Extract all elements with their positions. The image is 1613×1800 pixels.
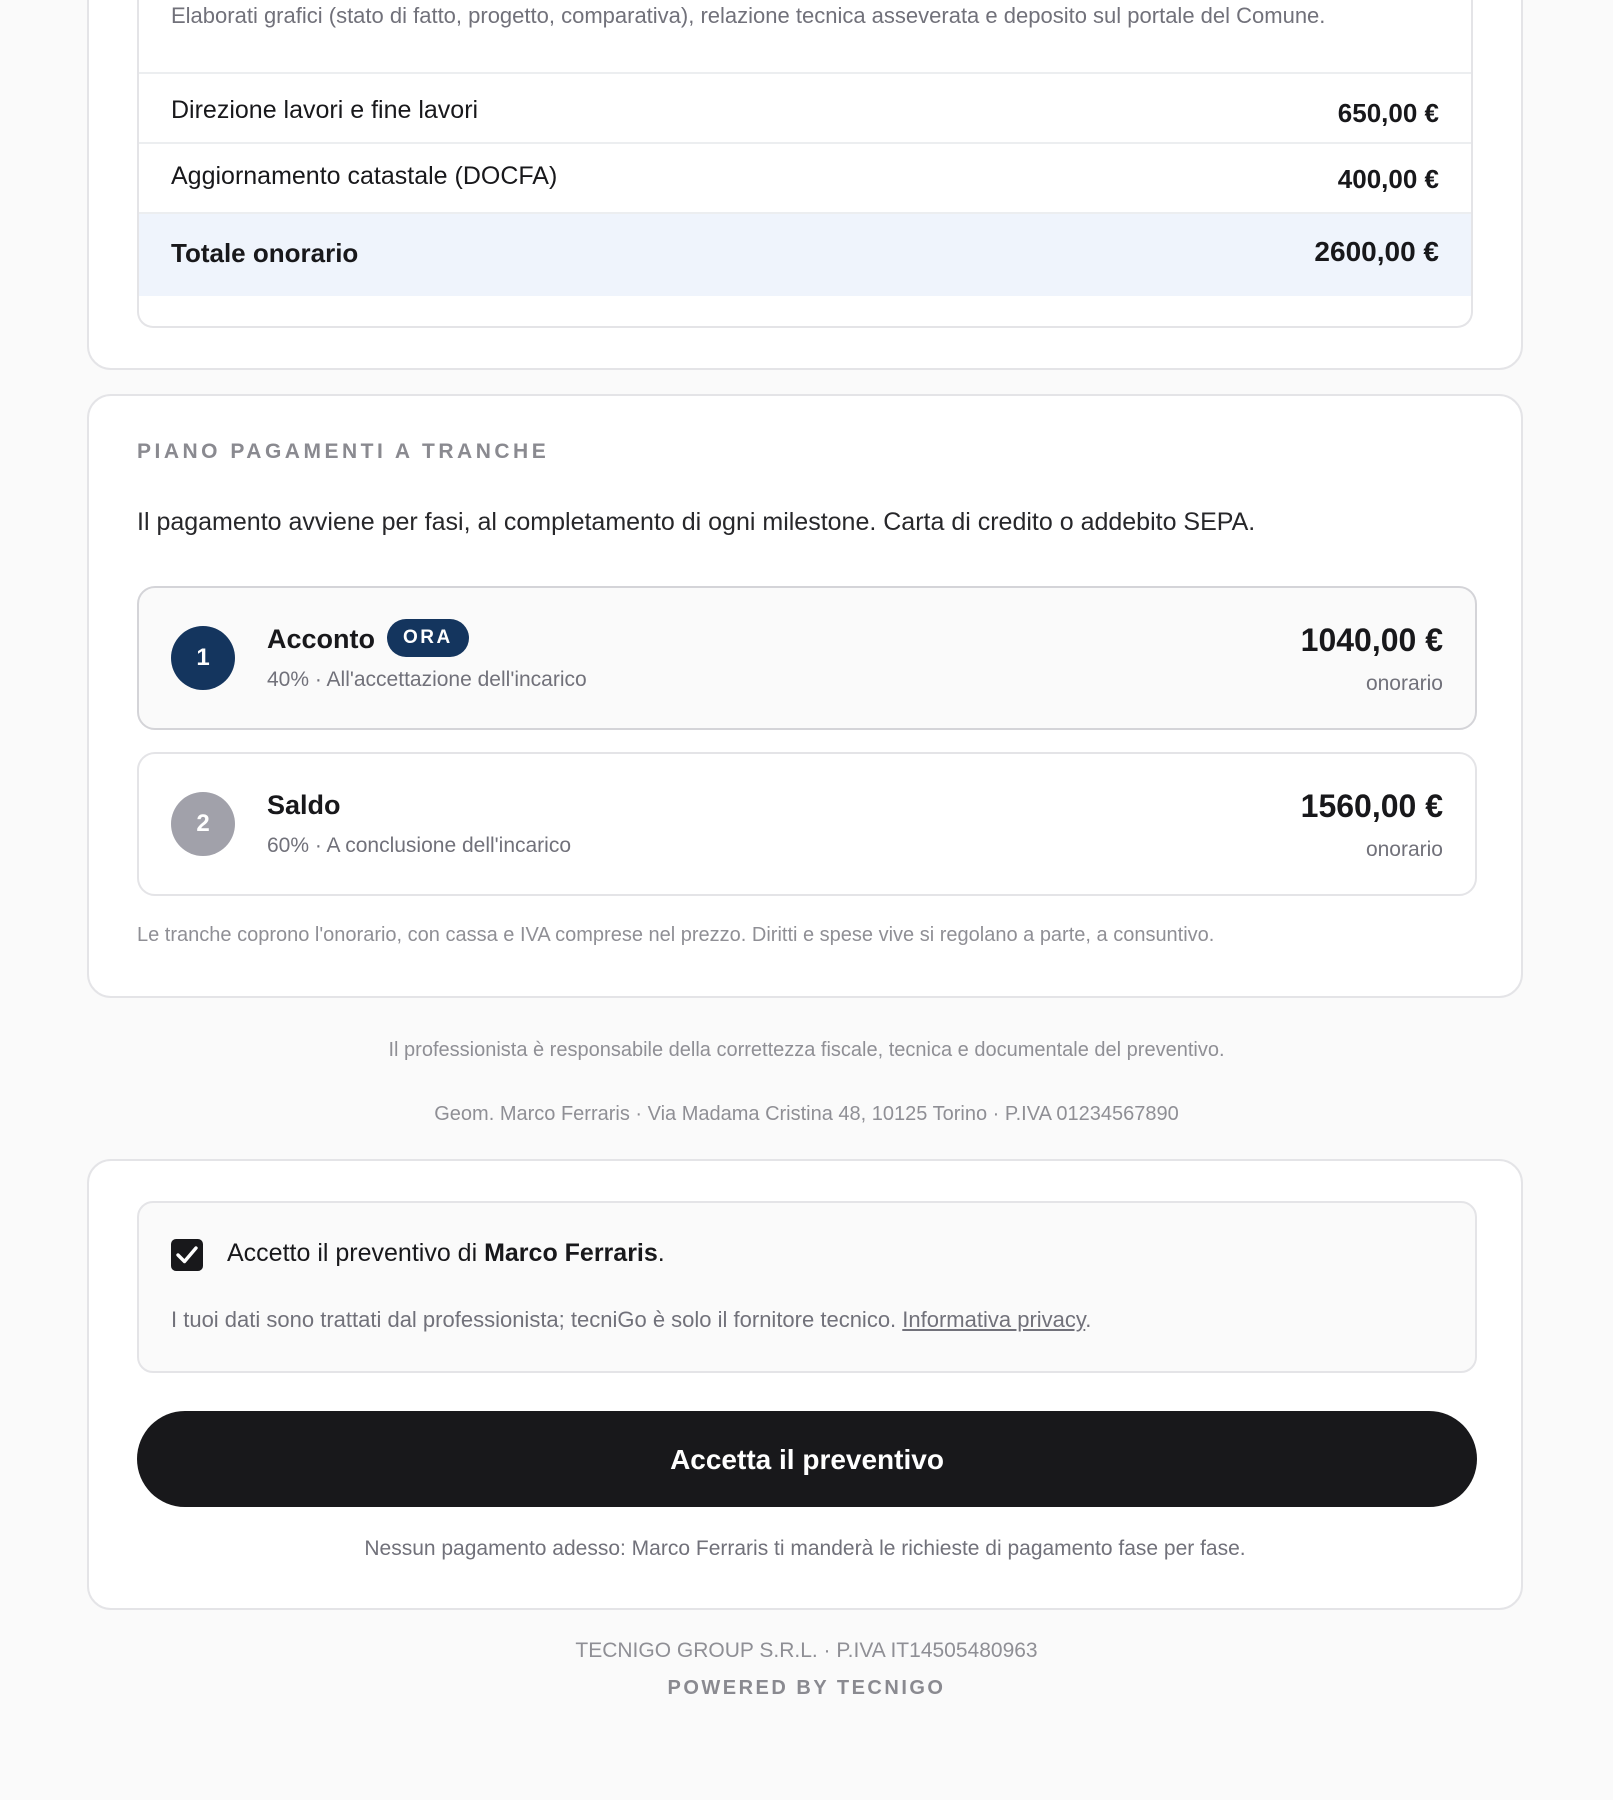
professional-info: Geom. Marco Ferraris · Via Madama Cristina 48, 10125 Torino · P.IVA 01234567890 — [434, 1103, 1179, 1125]
powered-by[interactable]: POWERED BY TECNIGO — [667, 1677, 946, 1699]
fee-description: Elaborati grafici (stato di fatto, progetto, comparativa), relazione tecnica asseverata e deposito sul portale del Comune. — [171, 3, 1326, 28]
tranche-detail: 40% · All'accettazione dell'incarico — [267, 668, 587, 691]
fee-amount: 400,00 € — [1337, 164, 1439, 194]
fee-amount: 650,00 € — [1337, 98, 1439, 128]
fee-label: Aggiornamento catastale (DOCFA) — [171, 162, 558, 190]
status-badge: ORA — [387, 619, 469, 657]
plan-note: Le tranche coprono l'onorario, con cassa e IVA comprese nel prezzo. Diritti e spese vive si regolano a parte, a consuntivo. — [137, 924, 1215, 946]
consent-box — [137, 1201, 1477, 1373]
tranche-amount-note: onorario — [1365, 672, 1443, 695]
privacy-link[interactable]: Informativa privacy — [902, 1307, 1086, 1332]
tranche-amount-note: onorario — [1365, 838, 1443, 861]
section-title: PIANO PAGAMENTI A TRANCHE — [137, 440, 550, 463]
tranche-amount: 1040,00 € — [1300, 622, 1443, 658]
disclaimer: Il professionista è responsabile della correttezza fiscale, tecnica e documentale del preventivo. — [388, 1039, 1225, 1061]
fee-row-total — [139, 212, 1471, 296]
tranche-saldo — [137, 752, 1477, 896]
fee-table — [137, 0, 1473, 328]
accept-checkbox[interactable] — [171, 1239, 203, 1271]
tranche-acconto — [137, 586, 1477, 730]
plan-intro: Il pagamento avviene per fasi, al completamento di ogni milestone. Carta di credito o addebito SEPA. — [137, 508, 1256, 536]
consent-professional-name: Marco Ferraris — [484, 1239, 658, 1267]
payment-plan-card — [87, 394, 1523, 998]
consent-text[interactable] — [227, 1239, 665, 1268]
fee-label: Direzione lavori e fine lavori — [171, 96, 479, 124]
total-amount: 2600,00 € — [1314, 236, 1439, 267]
acceptance-card — [87, 1159, 1523, 1610]
tranche-detail: 60% · A conclusione dell'incarico — [267, 834, 572, 857]
consent-prefix: Accetto il preventivo di — [227, 1239, 485, 1267]
fee-summary-card — [87, 0, 1523, 370]
privacy-text: I tuoi dati sono trattati dal professionista; tecniGo è solo il fornitore tecnico. — [171, 1307, 903, 1332]
fee-row-catasto — [139, 142, 1471, 214]
privacy-line — [171, 1307, 1091, 1333]
accept-note: Nessun pagamento adesso: Marco Ferraris ti manderà le richieste di pagamento fase per fase. — [364, 1537, 1246, 1560]
company-info: TECNIGO GROUP S.R.L. · P.IVA IT14505480963 — [575, 1639, 1038, 1662]
tranche-name: Saldo — [267, 790, 341, 820]
privacy-suffix: . — [1085, 1307, 1092, 1332]
accept-quote-button[interactable]: Accetta il preventivo — [137, 1411, 1477, 1507]
tranche-number: 1 — [171, 626, 235, 690]
consent-suffix: . — [657, 1239, 665, 1267]
tranche-amount: 1560,00 € — [1300, 788, 1443, 824]
total-label: Totale onorario — [171, 238, 359, 268]
tranche-name: Acconto — [267, 624, 375, 654]
tranche-number: 2 — [171, 792, 235, 856]
check-icon — [175, 1243, 199, 1267]
